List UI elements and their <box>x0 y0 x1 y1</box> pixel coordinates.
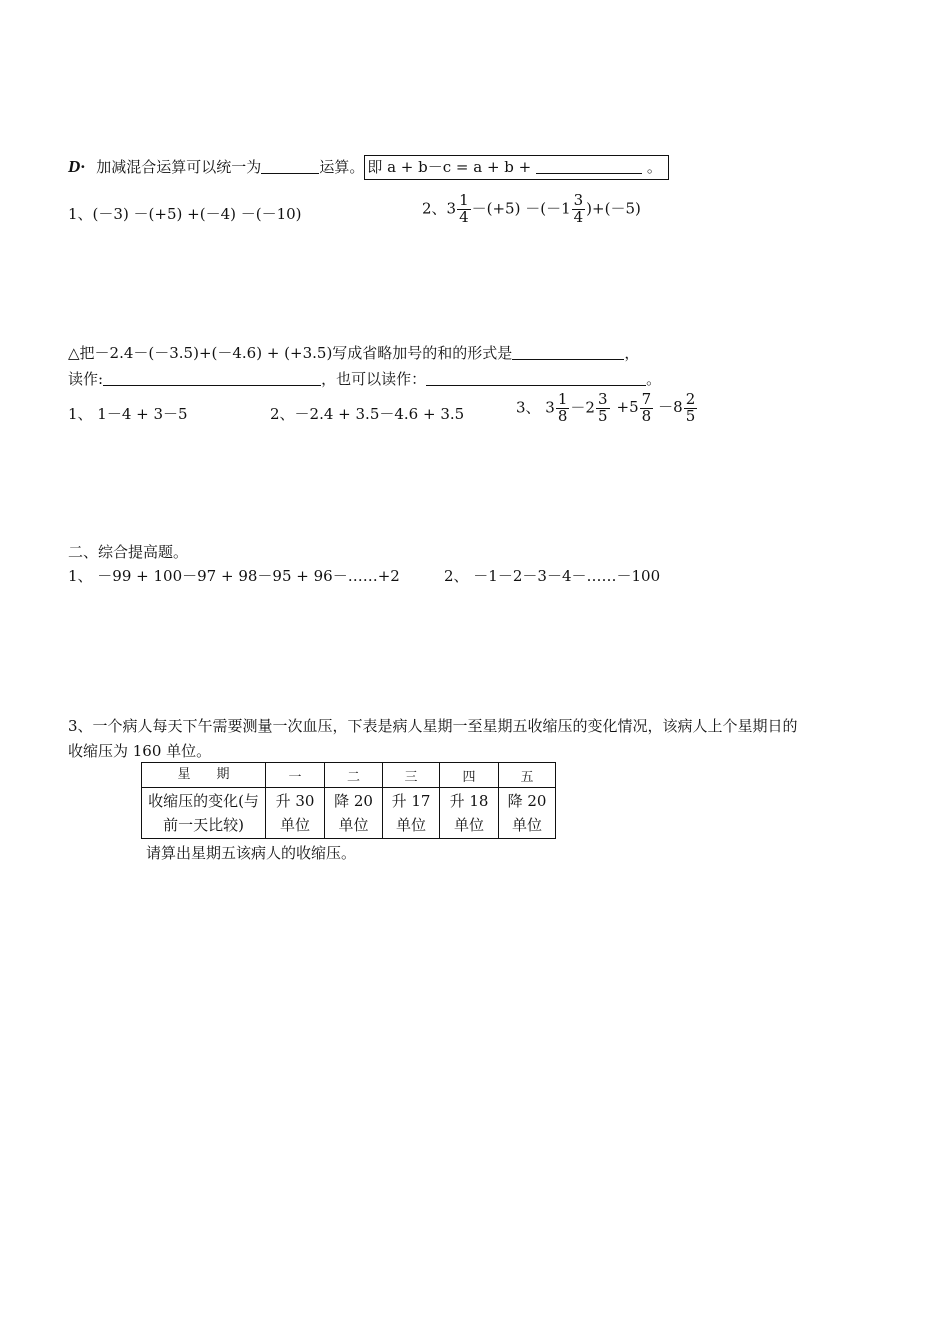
fraction-2-5 <box>684 392 698 425</box>
ex2-3-op1: －2 <box>570 398 595 417</box>
section-2-exercise-1: 1、 －99 + 100－97 + 98－95 + 96－……+2 <box>68 567 400 585</box>
fraction-numerator: 1 <box>459 191 469 209</box>
ex2-3-prefix: 3、 3 <box>516 398 555 417</box>
blank-read-as-1[interactable] <box>103 371 321 386</box>
exercise-1-1-text: 1、(－3) －(+5) +(－4) －(－10) <box>68 205 302 223</box>
fraction-1-4 <box>457 193 471 226</box>
formula-prefix: 即 a + b－c = a + b + <box>367 158 532 176</box>
cell-change: 降 20 <box>334 792 373 810</box>
question-3-line-2: 收缩压为 160 单位。 <box>68 742 212 760</box>
table-header-row <box>142 763 556 788</box>
exercise-2-1 <box>68 407 188 422</box>
triangle-comma: ， <box>624 344 640 362</box>
table-header-cell: 三 <box>383 763 440 788</box>
formula-box <box>364 155 669 180</box>
ex1-2-mid: －(+5) －(－1 <box>471 199 571 218</box>
fraction-denominator: 4 <box>573 207 584 226</box>
table-cell <box>266 788 325 839</box>
exercise-2-2-text: 2、－2.4 + 3.5－4.6 + 3.5 <box>270 405 465 423</box>
fraction-1-8 <box>556 392 570 425</box>
section-d-text: 加减混合运算可以统一为 <box>96 158 262 176</box>
blank-operation[interactable] <box>261 159 319 174</box>
ex2-3-op3: －8 <box>658 398 683 417</box>
cell-change: 升 18 <box>449 792 489 810</box>
blood-pressure-table <box>141 762 556 839</box>
question-3-prompt: 请算出星期五该病人的收缩压。 <box>146 844 357 862</box>
section-2-heading: 二、综合提高题。 <box>68 543 189 561</box>
cell-unit: 单位 <box>338 816 369 834</box>
fraction-denominator: 5 <box>685 406 696 425</box>
exercise-2-3 <box>516 392 698 425</box>
exercise-1-2 <box>422 193 641 226</box>
table-row-label <box>142 788 266 839</box>
triangle-text-1: △把－2.4－(－3.5)+(－4.6) + (+3.5)写成省略加号的和的形式是 <box>68 344 513 362</box>
fraction-7-8 <box>640 392 654 425</box>
ex2-3-op2: +5 <box>616 398 639 417</box>
exercise-2-2 <box>270 407 464 422</box>
blank-read-as-2[interactable] <box>426 371 646 386</box>
fraction-numerator: 7 <box>641 390 652 408</box>
ex1-2-prefix: 2、3 <box>422 199 457 218</box>
blank-formula[interactable] <box>536 159 642 174</box>
section-d-label: D <box>68 157 81 176</box>
formula-suffix: 。 <box>646 158 662 176</box>
cell-change: 降 20 <box>507 792 547 810</box>
table-header-cell: 一 <box>266 763 325 788</box>
row-label-line: 收缩压的变化(与 <box>148 792 259 810</box>
table-cell <box>499 788 556 839</box>
triangle-period: 。 <box>646 370 662 388</box>
triangle-line-2 <box>68 371 661 387</box>
fraction-3-4 <box>572 193 586 226</box>
cell-change: 升 17 <box>391 792 431 810</box>
table-header-cell: 二 <box>325 763 383 788</box>
table-cell <box>440 788 499 839</box>
exercise-1-1 <box>68 207 302 222</box>
section-2-exercise-2: 2、 －1－2－3－4－……－100 <box>444 567 661 585</box>
exercise-2-1-text: 1、 1－4 + 3－5 <box>68 405 188 423</box>
fraction-denominator: 8 <box>557 406 568 425</box>
row-label-line: 前一天比较) <box>163 816 244 834</box>
fraction-numerator: 1 <box>557 390 568 408</box>
fraction-denominator: 8 <box>641 406 652 425</box>
cell-change: 升 30 <box>275 792 315 810</box>
table-header-cell: 星 期 <box>142 763 266 788</box>
cell-unit: 单位 <box>453 816 484 834</box>
question-3-line-1: 3、一个病人每天下午需要测量一次血压，下表是病人星期一至星期五收缩压的变化情况，该病人上个星期日的 <box>68 717 798 735</box>
fraction-numerator: 2 <box>685 390 696 408</box>
ex1-2-suffix: )+(－5) <box>586 199 641 218</box>
fraction-denominator: 4 <box>459 207 469 226</box>
section-d-line <box>68 158 669 175</box>
section-d-text2: 运算。 <box>319 158 365 176</box>
table-cell <box>325 788 383 839</box>
fraction-numerator: 3 <box>597 390 608 408</box>
triangle-line-1 <box>68 345 639 361</box>
table-row <box>142 788 556 839</box>
section-d-dot: · <box>80 158 86 176</box>
also-read-as-label: ，也可以读作： <box>321 370 427 388</box>
blank-sum-form[interactable] <box>512 345 624 360</box>
cell-unit: 单位 <box>395 816 426 834</box>
cell-unit: 单位 <box>511 816 542 834</box>
cell-unit: 单位 <box>279 816 310 834</box>
fraction-numerator: 3 <box>573 191 584 209</box>
table-header-cell: 四 <box>440 763 499 788</box>
table-cell <box>383 788 440 839</box>
fraction-denominator: 5 <box>597 406 608 425</box>
fraction-3-5 <box>596 392 610 425</box>
read-as-label: 读作: <box>68 370 104 388</box>
table-header-cell: 五 <box>499 763 556 788</box>
